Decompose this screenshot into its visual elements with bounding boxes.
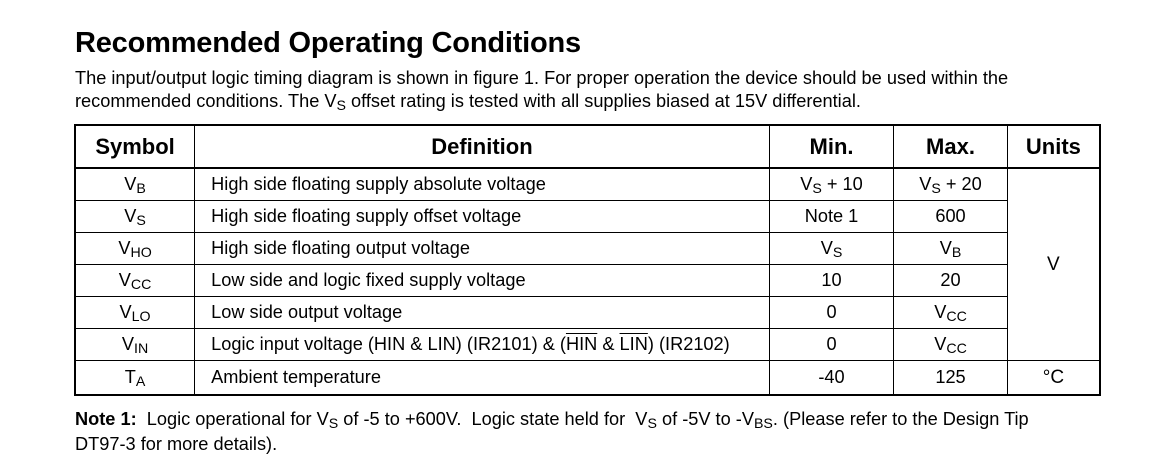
overlined-text: $\overline{LIN}$ — [619, 334, 648, 354]
symbol-text: V — [124, 206, 137, 226]
subscript: B — [951, 244, 962, 261]
min-text: V — [800, 174, 813, 194]
footnote-text: of -5V to -V — [656, 409, 754, 429]
subscript: HO — [130, 244, 152, 261]
symbol-text: V — [118, 238, 131, 258]
intro-line-1: The input/output logic timing diagram is shown in figure 1. For proper operation the device should be used within the — [75, 68, 1009, 88]
subscript: S — [336, 97, 346, 114]
max-cell — [894, 297, 1008, 329]
overlined-text: $\overline{HIN}$ — [565, 334, 598, 354]
min-cell: Note 1 — [769, 201, 893, 233]
max-cell: 125 — [894, 361, 1008, 396]
header-definition: Definition — [195, 125, 770, 168]
min-cell: 10 — [769, 265, 893, 297]
footnote-label: Note 1: — [75, 409, 137, 429]
footnote-line-2: DT97-3 for more details). — [75, 434, 278, 454]
definition-text: & — [597, 334, 620, 354]
intro-line-2 — [75, 90, 1115, 115]
units-cell-voltage: V — [1007, 168, 1100, 361]
max-text: V — [934, 334, 947, 354]
min-cell: 0 — [769, 329, 893, 361]
footnote — [75, 408, 1115, 456]
subscript: S — [812, 180, 822, 197]
definition-cell: Low side and logic fixed supply voltage — [195, 265, 770, 297]
intro-text: recommended conditions. The V — [75, 91, 337, 111]
max-cell — [894, 233, 1008, 265]
symbol-cell — [75, 201, 195, 233]
definition-cell: Low side output voltage — [195, 297, 770, 329]
intro-text: offset rating is tested with all supplies biased at 15V differential. — [345, 91, 861, 111]
symbol-text: V — [118, 270, 131, 290]
max-cell: 600 — [894, 201, 1008, 233]
max-cell — [894, 168, 1008, 201]
footnote-line-1 — [75, 408, 1115, 433]
subscript: CC — [946, 340, 967, 357]
definition-cell: Ambient temperature — [195, 361, 770, 396]
definition-text: Logic input voltage (HIN & LIN) (IR2101) & ( — [211, 334, 566, 354]
min-cell — [769, 233, 893, 265]
header-max: Max. — [894, 125, 1008, 168]
units-cell-temperature: °C — [1007, 361, 1100, 396]
intro-paragraph — [75, 67, 1115, 115]
subscript: S — [832, 244, 843, 261]
min-cell — [769, 168, 893, 201]
symbol-cell — [75, 265, 195, 297]
table-row — [75, 233, 1100, 265]
table-row — [75, 265, 1100, 297]
definition-text: ) (IR2102) — [647, 334, 730, 354]
symbol-text: V — [124, 174, 137, 194]
max-text: V — [919, 174, 932, 194]
min-cell: -40 — [769, 361, 893, 396]
header-units: Units — [1007, 125, 1100, 168]
definition-cell — [195, 329, 770, 361]
min-text: V — [820, 238, 833, 258]
max-text: V — [934, 302, 947, 322]
subscript: S — [328, 415, 339, 432]
table-row — [75, 168, 1100, 201]
symbol-cell — [75, 329, 195, 361]
symbol-text: V — [121, 334, 135, 354]
subscript: S — [647, 415, 657, 432]
symbol-cell — [75, 361, 195, 396]
table-row — [75, 297, 1100, 329]
min-cell: 0 — [769, 297, 893, 329]
max-text: V — [939, 238, 952, 258]
page-title: Recommended Operating Conditions — [75, 27, 581, 59]
subscript: S — [931, 180, 941, 197]
subscript: CC — [130, 276, 152, 293]
footnote-text: of -5 to +600V. Logic state held for V — [338, 409, 648, 429]
symbol-text: V — [119, 302, 132, 322]
subscript: B — [136, 180, 146, 197]
table-row — [75, 361, 1100, 396]
header-min: Min. — [769, 125, 893, 168]
footnote-text: . (Please refer to the Design Tip — [772, 409, 1029, 429]
definition-cell: High side floating supply absolute voltage — [195, 168, 770, 201]
symbol-text: T — [124, 367, 136, 387]
table-header-row — [75, 125, 1100, 168]
symbol-cell — [75, 297, 195, 329]
max-text: + 20 — [940, 174, 982, 194]
subscript: BS — [753, 415, 773, 432]
definition-cell: High side floating output voltage — [195, 233, 770, 265]
table-row — [75, 201, 1100, 233]
footnote-text: Logic operational for V — [136, 409, 329, 429]
max-cell: 20 — [894, 265, 1008, 297]
max-cell — [894, 329, 1008, 361]
symbol-cell — [75, 168, 195, 201]
subscript: LO — [131, 308, 151, 325]
operating-conditions-table — [74, 124, 1101, 396]
min-text: + 10 — [821, 174, 863, 194]
table-row — [75, 329, 1100, 361]
subscript: CC — [946, 308, 967, 325]
subscript: S — [136, 212, 146, 229]
definition-cell: High side floating supply offset voltage — [195, 201, 770, 233]
symbol-cell — [75, 233, 195, 265]
header-symbol: Symbol — [75, 125, 195, 168]
subscript: A — [135, 373, 146, 390]
subscript: IN — [134, 340, 149, 357]
